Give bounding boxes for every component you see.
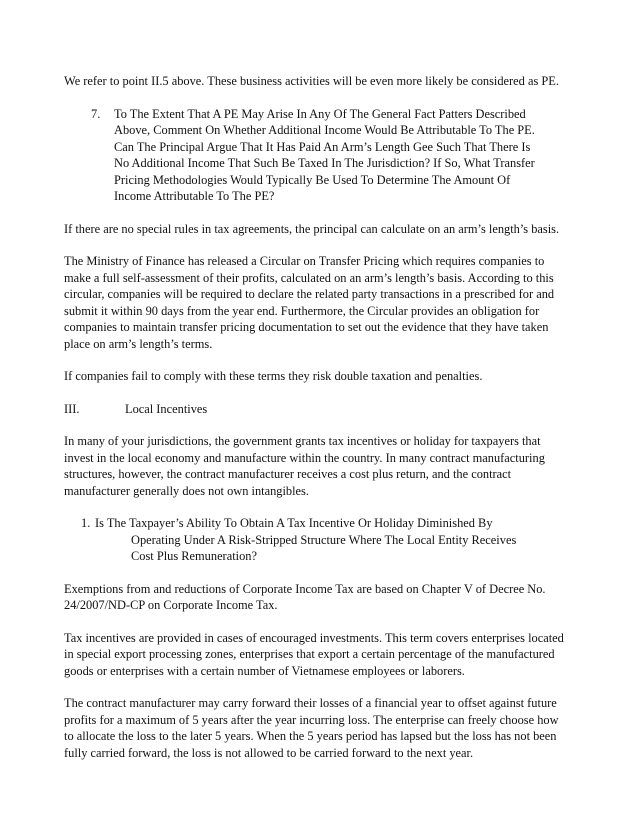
question-7 [64, 106, 564, 205]
paragraph-loss-carry-forward: The contract manufacturer may carry forward their losses of a financial year to offset against future profits for a maximum of 5 years after the year incurring loss. The enterprise can freely choose how to allocate the loss to the later 5 years. When the 5 years period has lapsed but the loss has not been fully carried forward, the loss is not allowed to be carried forward to the next year. [64, 696, 559, 760]
paragraph-ministry-circular: The Ministry of Finance has released a Circular on Transfer Pricing which requires companies to make a full self-assessment of their profits, calculated on an arm’s length’s basis. According to this circular, companies will be required to declare the related party transactions in a prescribed for and submit it within 90 days from the year end. Furthermore, the Circular provides an obligation for companies to maintain transfer pricing documentation to set out the evidence that they have taken place on arm’s length’s terms. [64, 254, 555, 351]
question-1-line1: Is The Taxpayer’s Ability To Obtain A Tax Incentive Or Holiday Diminished By [95, 516, 493, 530]
question-1 [64, 515, 564, 565]
question-1-number: 1. [81, 516, 91, 530]
paragraph-tax-incentives-intro: In many of your jurisdictions, the government grants tax incentives or holiday for taxpayers that invest in the local economy and manufacture within the country. In many contract manufacturing structures, however, the contract manufacturer receives a cost plus return, and the contract manufacturer generally does not own intangibles. [64, 434, 545, 498]
question-7-number: 7. [91, 106, 101, 121]
section-heading-local-incentives [64, 401, 564, 418]
paragraph-special-rules: If there are no special rules in tax agreements, the principal can calculate on an arm’s length’s basis. [64, 221, 560, 236]
paragraph-noncompliance: If companies fail to comply with these terms they risk double taxation and penalties. [64, 369, 483, 383]
section-number: III. [64, 401, 80, 416]
paragraph-pe-reference: We refer to point II.5 above. These business activities will be even more likely be considered as PE. [64, 74, 559, 88]
document-page [64, 73, 564, 777]
section-title: Local Incentives [125, 401, 208, 416]
paragraph-encouraged-investments: Tax incentives are provided in cases of encouraged investments. This term covers enterprises located in special export processing zones, enterprises that export a certain percentage of the manufactured goods or enterprises with a certain number of Vietnamese employees or laborers. [64, 630, 564, 678]
question-1-continuation: Operating Under A Risk-Stripped Structure Where The Local Entity Receives Cost Plus Remuneration? [131, 532, 517, 563]
question-7-text: To The Extent That A PE May Arise In Any Of The General Fact Patters Described Above, Comment On Whether Additional Income Would Be Attributable To The PE. Can The Principal Argue That It Has Paid An Arm’s Length Gee Such That There Is No Additional Income That Such Be Taxed In The Jurisdiction? If So, What Transfer Pricing Methodologies Would Typically Be Used To Determine The Amount Of Income Attributable To The PE? [114, 106, 535, 203]
question-1-text [95, 515, 535, 565]
paragraph-exemptions: Exemptions from and reductions of Corporate Income Tax are based on Chapter V of Decree No. 24/2007/ND-CP on Corporate Income Tax. [64, 581, 546, 612]
